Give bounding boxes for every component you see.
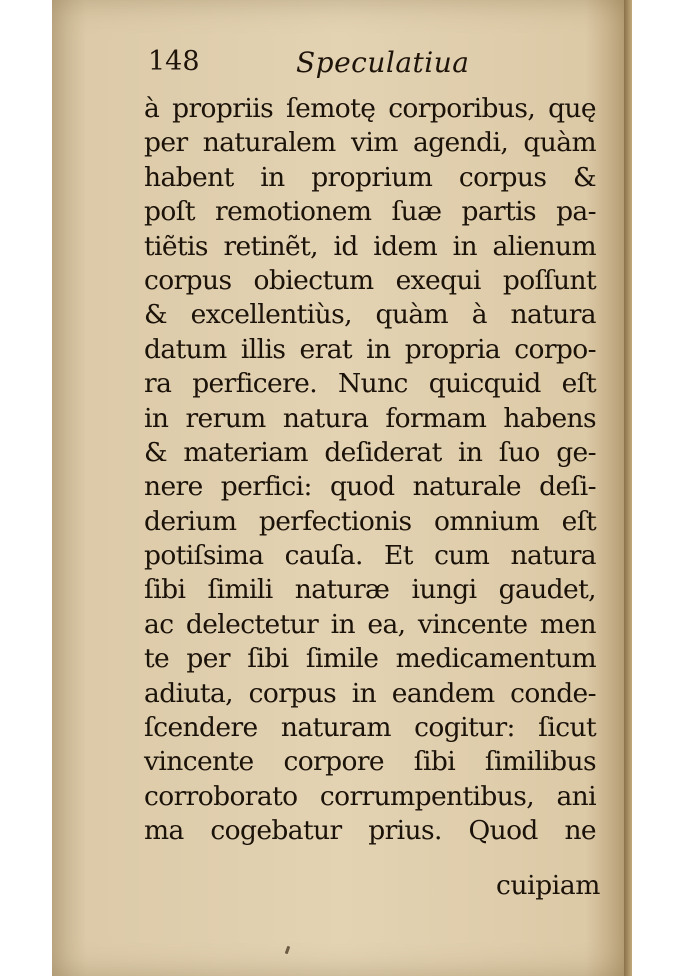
text-line: & materiam deſiderat in ſuo ge-: [144, 436, 596, 468]
text-line: corpus obiectum exequi poſſunt: [144, 264, 596, 296]
text-line: ac delectetur in ea, vincente men: [144, 608, 596, 640]
text-line: adiuta, corpus in eandem conde-: [144, 677, 596, 709]
page-edge: [624, 0, 632, 976]
text-line: ma cogebatur prius. Quod ne: [144, 815, 596, 847]
text-line: tiẽtis retinẽt, id idem in alienum: [144, 230, 596, 262]
page-number: 148: [148, 46, 200, 77]
text-line: ſcendere naturam cogitur: ſicut: [144, 712, 596, 744]
text-line: poſt remotionem ſuæ partis pa-: [144, 196, 596, 228]
text-line: habent in proprium corpus &: [144, 161, 596, 193]
running-title: Speculatiua: [296, 46, 470, 79]
text-line: corroborato corrumpentibus, ani: [144, 780, 596, 812]
text-line: à propriis ſemotę corporibus, quę: [144, 93, 596, 124]
text-block: [144, 92, 596, 849]
text-line: ſibi ſimili naturæ iungi gaudet,: [144, 574, 596, 606]
text-line: per naturalem vim agendi, quàm: [144, 127, 596, 159]
catchword: cuipiam: [496, 870, 600, 901]
text-line: vincente corpore ſibi ſimilibus: [144, 746, 596, 778]
text-line: & excellentiùs, quàm à natura: [144, 299, 596, 331]
text-line: in rerum natura formam habens: [144, 402, 596, 434]
text-line: nere perfici: quod naturale deſi-: [144, 471, 596, 503]
text-line: derium perfectionis omnium eſt: [144, 505, 596, 537]
text-line: ra perficere. Nunc quicquid eſt: [144, 368, 596, 400]
running-head: [52, 46, 632, 86]
text-line: te per ſibi ſimile medicamentum: [144, 643, 596, 675]
book-page: [52, 0, 632, 976]
text-line: datum illis erat in propria corpo-: [144, 333, 596, 365]
ink-spot: [285, 946, 291, 955]
text-line: potiſsima cauſa. Et cum natura: [144, 540, 596, 572]
